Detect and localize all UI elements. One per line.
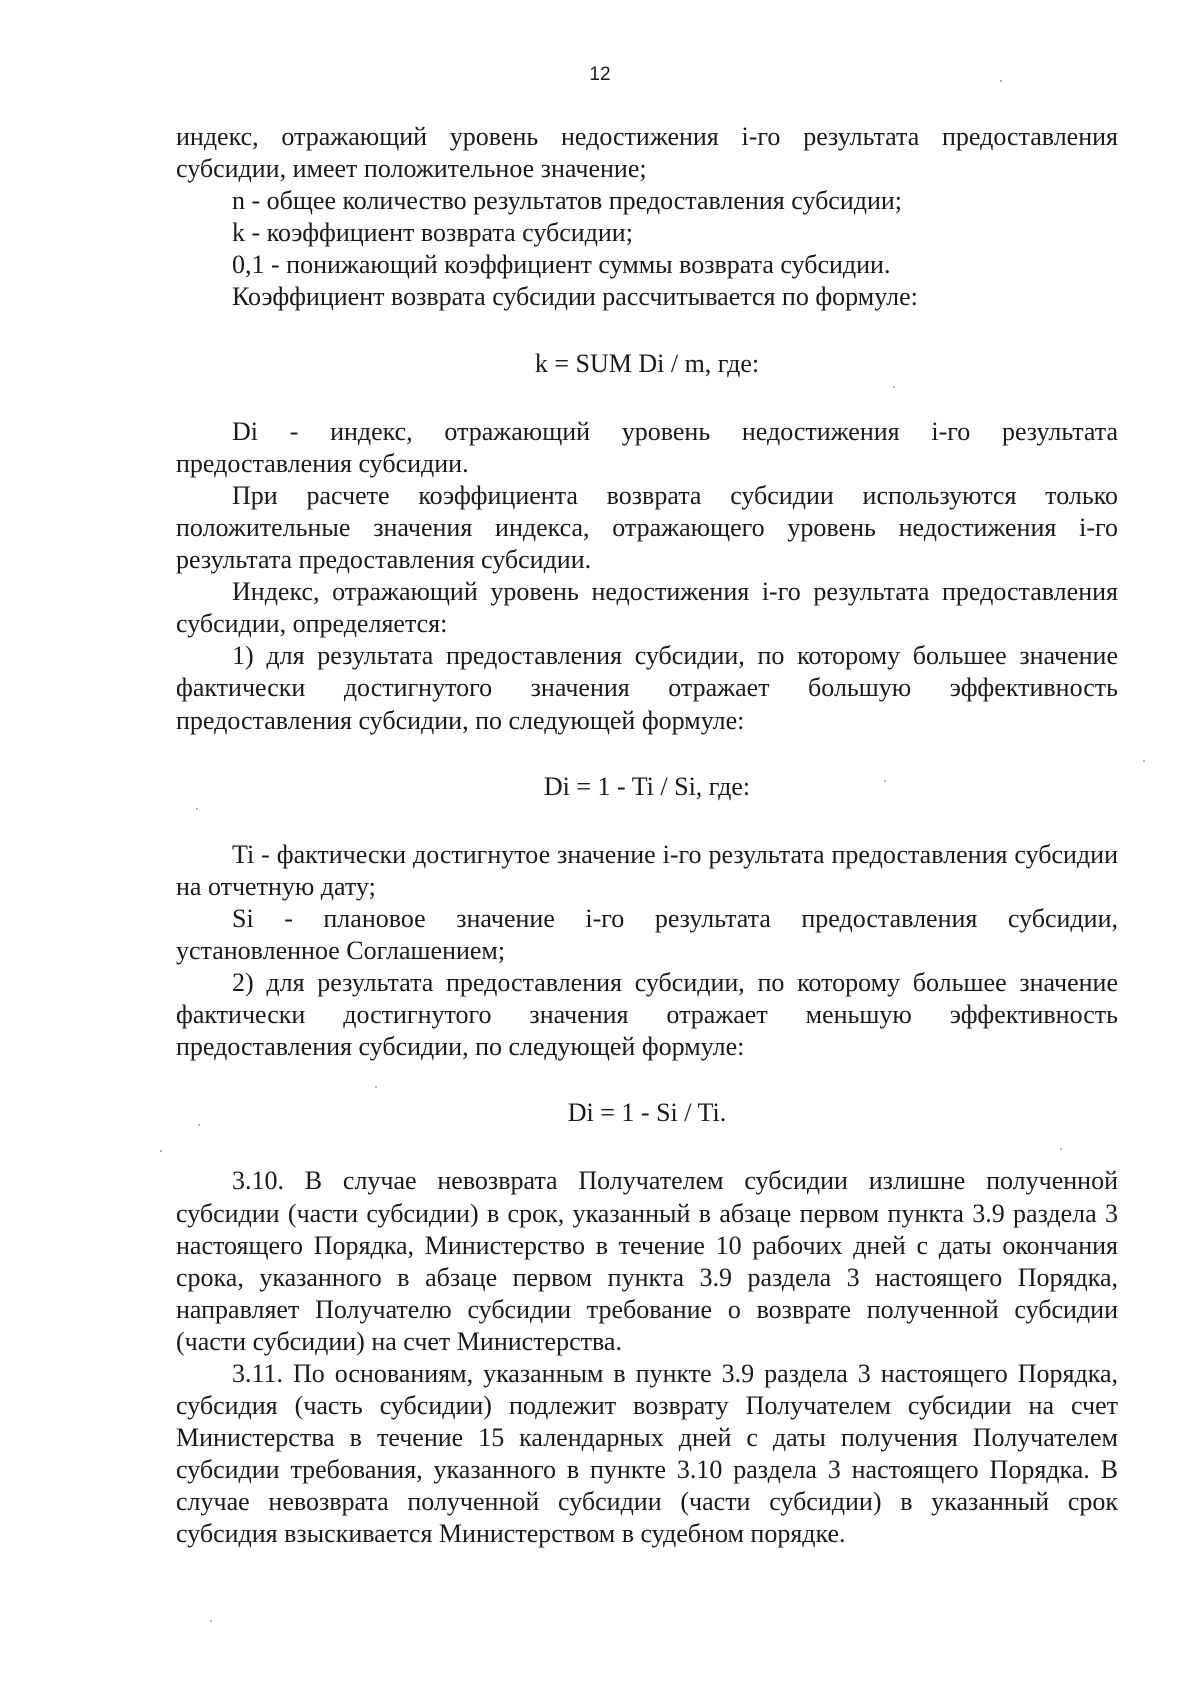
- paragraph-clause-3-11: 3.11. По основаниям, указанным в пункте 3.9 раздела 3 настоящего Порядка, субсидия (часть субсидии) подлежит возврату Получателем субсидии на счет Министерства в течение 15 календарных дней с даты получения Получателем субсидии требования, указанного в пункте 3.10 раздела 3 настоящего Порядка. В случае невозврата полученной субсидии (части субсидии) в указанный срок субсидия взыскивается Министерством в судебном порядке.: [176, 1359, 1118, 1549]
- page-number: 12: [589, 64, 611, 85]
- paragraph-case-2: 2) для результата предоставления субсидии, по которому большее значение фактически достигнутого значения отражает меньшую эффективность предоставления субсидии, по следующей формуле:: [176, 968, 1118, 1062]
- scan-speck: [160, 1150, 162, 1152]
- scan-speck: [375, 1086, 377, 1088]
- paragraph-case-1: 1) для результата предоставления субсидии, по которому большее значение фактически достигнутого значения отражает большую эффективность предоставления субсидии, по следующей формуле:: [176, 641, 1118, 735]
- formula-case-1: Di = 1 - Ti / Si, где:: [543, 771, 751, 801]
- formula-case-2: Di = 1 - Si / Ti.: [567, 1098, 727, 1128]
- scan-speck: [1000, 80, 1002, 82]
- paragraph-ti-definition: Ti - фактически достигнутое значение i-го результата предоставления субсидии на отчетную дату;: [176, 839, 1118, 901]
- scan-speck: [884, 780, 886, 782]
- paragraph-k-definition: k - коэффициент возврата субсидии;: [232, 218, 633, 248]
- paragraph-si-definition: Si - плановое значение i-го результата предоставления субсидии, установленное Соглашением;: [176, 903, 1118, 965]
- paragraph-clause-3-10: 3.10. В случае невозврата Получателем субсидии излишне полученной субсидии (части субсидии) в срок, указанный в абзаце первом пункта 3.9 раздела 3 настоящего Порядка, Министерство в течение 10 рабочих дней с даты окончания срока, указанного в абзаце первом пункта 3.9 раздела 3 настоящего Порядка, направляет Получателю субсидии требование о возврате полученной субсидии (части субсидии) на счет Министерства.: [176, 1166, 1118, 1356]
- paragraph-di-definition: Di - индекс, отражающий уровень недостижения i-го результата предоставления субсидии.: [176, 416, 1118, 478]
- paragraph-index-definition-continued: индекс, отражающий уровень недостижения i-го результата предоставления субсидии, имеет положительное значение;: [176, 122, 1118, 184]
- paragraph-return-coefficient-intro: Коэффициент возврата субсидии рассчитывается по формуле:: [232, 282, 918, 312]
- formula-return-coefficient: k = SUM Di / m, где:: [534, 348, 760, 378]
- paragraph-reduction-coefficient: 0,1 - понижающий коэффициент суммы возврата субсидии.: [232, 250, 891, 280]
- paragraph-positive-values-note: При расчете коэффициента возврата субсидии используются только положительные значения индекса, отражающего уровень недостижения i-го результата предоставления субсидии.: [176, 480, 1118, 575]
- document-body: [176, 121, 1118, 1551]
- paragraph-index-determination: Индекс, отражающий уровень недостижения i-го результата предоставления субсидии, определяется:: [176, 577, 1118, 639]
- paragraph-n-definition: n - общее количество результатов предоставления субсидии;: [232, 186, 903, 216]
- scan-speck: [198, 1124, 200, 1126]
- scan-speck: [196, 808, 198, 810]
- scan-speck: [210, 1620, 212, 1622]
- scan-speck: [1143, 760, 1145, 762]
- scan-speck: [893, 386, 895, 388]
- scan-speck: [1060, 1148, 1062, 1150]
